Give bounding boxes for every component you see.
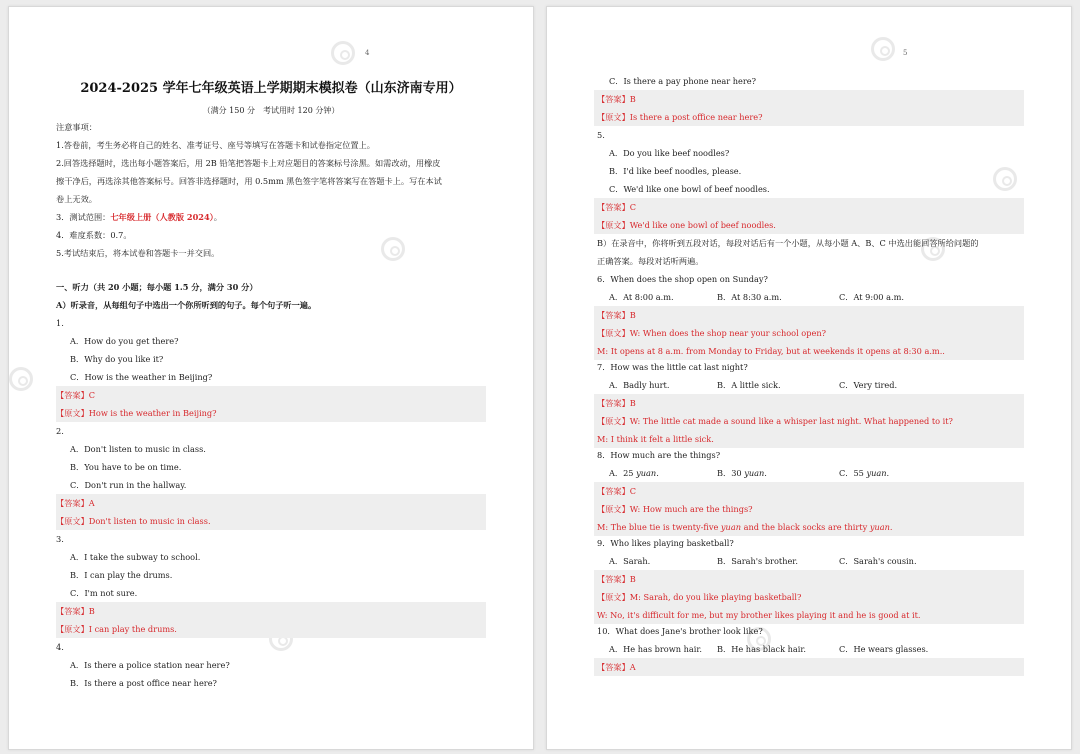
test-scope: 七年级上册（人教版 2024） bbox=[110, 212, 214, 222]
source-text: 【原文】M: Sarah, do you like playing basketball? bbox=[597, 592, 802, 602]
notes-heading: 注意事项： bbox=[56, 122, 97, 132]
option-a: A．Sarah. bbox=[609, 556, 651, 566]
source-text: 【原文】Is there a post office near here? bbox=[597, 112, 763, 122]
option-b: B．Is there a post office near here? bbox=[70, 678, 217, 688]
watermark-icon bbox=[331, 41, 355, 65]
answer-label: 【答案】B bbox=[597, 574, 636, 584]
watermark-icon bbox=[9, 367, 33, 391]
question-9: 9．Who likes playing basketball? bbox=[597, 538, 734, 548]
note-2a: 2.回答选择题时，选出每小题答案后，用 2B 铅笔把答题卡上对应题目的答案标号涂黑。如需改动，用橡皮 bbox=[56, 158, 441, 168]
question-number: 1. bbox=[56, 318, 64, 328]
exam-subtitle: （满分 150 分 考试用时 120 分钟） bbox=[202, 106, 340, 115]
option-c: C．How is the weather in Beijing? bbox=[70, 372, 213, 382]
option-c: C．Is there a pay phone near here? bbox=[609, 76, 757, 86]
option-a: A．Don't listen to music in class. bbox=[70, 444, 206, 454]
question-6: 6．When does the shop open on Sunday? bbox=[597, 274, 768, 284]
source-text: M: It opens at 8 a.m. from Monday to Friday, but at weekends it opens at 8:30 a.m.. bbox=[597, 346, 945, 356]
answer-label: 【答案】C bbox=[597, 486, 637, 496]
option-c: C．I'm not sure. bbox=[70, 588, 138, 598]
note-3 bbox=[56, 211, 222, 224]
answer-label: 【答案】A bbox=[597, 662, 636, 672]
option-b: B．Why do you like it? bbox=[70, 354, 164, 364]
note-1: 1.答卷前，考生务必将自己的姓名、准考证号、座号等填写在答题卡和试卷指定位置上。 bbox=[56, 140, 375, 150]
answer-highlight bbox=[594, 658, 1024, 676]
option-b: B．30 yuan. bbox=[717, 468, 767, 478]
option-c: C．55 yuan. bbox=[839, 468, 890, 478]
question-number: 4. bbox=[56, 642, 64, 652]
note-3-prefix: 3．测试范围： bbox=[56, 212, 111, 222]
option-a: A．25 yuan. bbox=[609, 468, 659, 478]
question-7: 7．How was the little cat last night? bbox=[597, 362, 748, 372]
page-number: 5 bbox=[903, 49, 908, 57]
option-c: C．Sarah's cousin. bbox=[839, 556, 917, 566]
watermark-icon bbox=[871, 37, 895, 61]
answer-label: 【答案】B bbox=[597, 94, 636, 104]
page-number: 4 bbox=[365, 49, 370, 57]
part-a-instructions: A）听录音，从每组句子中选出一个你所听到的句子。每个句子听一遍。 bbox=[56, 300, 317, 310]
option-c: C．At 9:00 a.m. bbox=[839, 292, 904, 302]
option-b: B．Sarah's brother. bbox=[717, 556, 798, 566]
question-10: 10．What does Jane's brother look like? bbox=[597, 626, 763, 636]
source-text: 【原文】How is the weather in Beijing? bbox=[56, 408, 217, 418]
watermark-icon bbox=[381, 237, 405, 261]
answer-label: 【答案】B bbox=[597, 398, 636, 408]
source-text: 【原文】I can play the drums. bbox=[56, 624, 177, 634]
option-c: C．We'd like one bowl of beef noodles. bbox=[609, 184, 770, 194]
question-number: 2. bbox=[56, 426, 64, 436]
exam-title: 2024-2025 学年七年级英语上学期期末模拟卷（山东济南专用） bbox=[80, 81, 462, 96]
option-a: A．Badly hurt. bbox=[609, 380, 670, 390]
source-text: 【原文】W: When does the shop near your school open? bbox=[597, 328, 826, 338]
option-b: B．A little sick. bbox=[717, 380, 781, 390]
note-5: 5.考试结束后，将本试卷和答题卡一并交回。 bbox=[56, 248, 220, 258]
source-text: 【原文】W: The little cat made a sound like a whisper last night. What happened to it? bbox=[597, 416, 953, 426]
option-b: B．He has black hair. bbox=[717, 644, 807, 654]
section-heading-listening: 一、听力（共 20 小题；每小题 1.5 分，满分 30 分） bbox=[56, 282, 258, 292]
part-b-instructions: B）在录音中，你将听到五段对话，每段对话后有一个小题，从每小题 A、B、C 中选出能回答所给问题的 bbox=[597, 238, 979, 248]
option-c: C．Very tired. bbox=[839, 380, 898, 390]
source-text: M: I think it felt a little sick. bbox=[597, 434, 714, 444]
document-page-right bbox=[546, 6, 1072, 750]
answer-label: 【答案】A bbox=[56, 498, 95, 508]
option-a: A．Is there a police station near here? bbox=[70, 660, 230, 670]
source-text: M: The blue tie is twenty-five yuan and the black socks are thirty yuan. bbox=[597, 522, 893, 532]
option-c: C．Don't run in the hallway. bbox=[70, 480, 187, 490]
answer-label: 【答案】B bbox=[597, 310, 636, 320]
source-text: 【原文】Don't listen to music in class. bbox=[56, 516, 211, 526]
option-b: B．At 8:30 a.m. bbox=[717, 292, 782, 302]
note-2b: 擦干净后，再选涂其他答案标号。回答非选择题时，用 0.5mm 黑色签字笔将答案写在答题卡上。写在本试 bbox=[56, 176, 442, 186]
answer-label: 【答案】C bbox=[56, 390, 96, 400]
option-a: A．I take the subway to school. bbox=[70, 552, 201, 562]
option-b: B．I'd like beef noodles, please. bbox=[609, 166, 742, 176]
option-a: A．How do you get there? bbox=[70, 336, 179, 346]
source-text: 【原文】We'd like one bowl of beef noodles. bbox=[597, 220, 776, 230]
option-a: A．Do you like beef noodles? bbox=[609, 148, 730, 158]
note-4: 4．难度系数：0.7。 bbox=[56, 230, 132, 240]
option-a: A．He has brown hair. bbox=[609, 644, 703, 654]
note-3-suffix: 。 bbox=[213, 212, 222, 222]
part-b-instructions-cont: 正确答案。每段对话听两遍。 bbox=[597, 256, 704, 266]
watermark-icon bbox=[993, 167, 1017, 191]
source-text: W: No, it's difficult for me, but my brother likes playing it and he is good at it. bbox=[597, 610, 921, 620]
answer-label: 【答案】B bbox=[56, 606, 95, 616]
source-text: 【原文】W: How much are the things? bbox=[597, 504, 753, 514]
document-page-left bbox=[8, 6, 534, 750]
answer-label: 【答案】C bbox=[597, 202, 637, 212]
question-8: 8．How much are the things? bbox=[597, 450, 721, 460]
question-number: 5. bbox=[597, 130, 605, 140]
note-2c: 卷上无效。 bbox=[56, 194, 97, 204]
option-a: A．At 8:00 a.m. bbox=[609, 292, 674, 302]
option-b: B．I can play the drums. bbox=[70, 570, 173, 580]
option-b: B．You have to be on time. bbox=[70, 462, 182, 472]
question-number: 3. bbox=[56, 534, 64, 544]
option-c: C．He wears glasses. bbox=[839, 644, 929, 654]
